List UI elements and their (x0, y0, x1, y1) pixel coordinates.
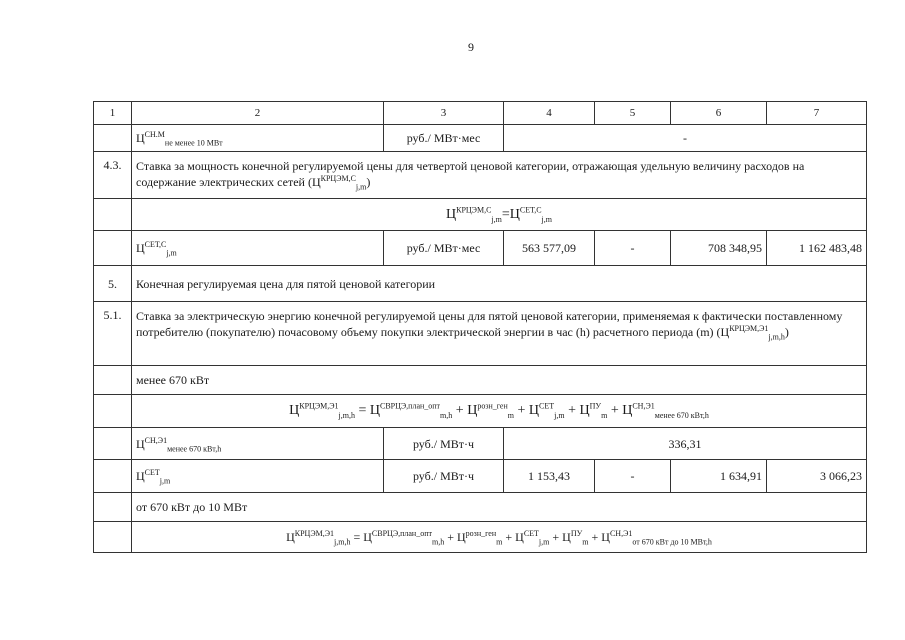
table-row (94, 302, 867, 366)
subheading-cell: от 670 кВт до 10 МВт (132, 493, 867, 522)
table-row (94, 428, 867, 460)
table-row (94, 366, 867, 395)
table-row (94, 125, 867, 152)
unit-cell: руб./ МВт·мес (384, 231, 504, 266)
row-number-cell: 5.1. (94, 302, 132, 366)
formula-row (94, 199, 867, 231)
column-header-row (94, 102, 867, 125)
row-number-cell (94, 522, 132, 553)
formula-cell: $Ц^{КРЦЭМ,С}_{j,m}=Ц^{СЕТ,С}_{j,m}$ (132, 199, 867, 231)
value-cell: - (504, 125, 867, 152)
value-cell: 563 577,09 (504, 231, 595, 266)
subheading-cell: менее 670 кВт (132, 366, 867, 395)
value-cell: - (595, 460, 671, 493)
unit-cell: руб./ МВт·ч (384, 428, 504, 460)
formula-row (94, 395, 867, 428)
row-number-cell (94, 493, 132, 522)
value-cell: 1 153,43 (504, 460, 595, 493)
unit-cell: руб./ МВт·мес (384, 125, 504, 152)
row-number-cell: 4.3. (94, 152, 132, 199)
formula-cell: $Ц^{КРЦЭМ,Э1}_{j,m,h} = Ц^{СВРЦЭ,план\_опт}_{m,h} + Ц^{розн\_ген}_m + Ц^{СЕТ}_{j,m} + Ц^{ПУ}_m + Ц^{СН,Э1}_{от 670 кВт до 10 МВт,h}$ (132, 522, 867, 553)
description-cell: Конечная регулируемая цена для пятой ценовой категории (132, 266, 867, 302)
row-number-cell (94, 366, 132, 395)
symbol-cell: $Ц^{СЕТ,С}_{j,m}$ (132, 231, 384, 266)
row-number-cell (94, 199, 132, 231)
description-cell: Ставка за мощность конечной регулируемой цены для четвертой ценовой категории, отражающая удельную величину расходов на содержание электрических сетей $(Ц^{КРЦЭМ,С}_{j,m})$ (132, 152, 867, 199)
row-number-cell (94, 231, 132, 266)
value-cell: 1 634,91 (671, 460, 767, 493)
page-number: 9 (468, 40, 474, 54)
tariff-table (93, 101, 867, 553)
symbol-cell: $Ц^{СН,Э1}_{менее 670 кВт,h}$ (132, 428, 384, 460)
row-number-cell (94, 125, 132, 152)
col-header-4: 4 (504, 102, 595, 125)
table-row (94, 152, 867, 199)
col-header-5: 5 (595, 102, 671, 125)
symbol-cell: $Ц^{СЕТ}_{j,m}$ (132, 460, 384, 493)
description-cell: Ставка за электрическую энергию конечной регулируемой цены для пятой ценовой категории, применяемая к фактически поставленному потребителю (покупателю) почасовому объему покупки электрической энергии в час (h) расчетного периода (m) $(Ц^{КРЦЭМ,Э1}_{j,m,h})$ (132, 302, 867, 366)
row-number-cell (94, 395, 132, 428)
row-number-cell (94, 428, 132, 460)
row-number-cell: 5. (94, 266, 132, 302)
value-cell: - (595, 231, 671, 266)
value-cell: 3 066,23 (767, 460, 867, 493)
col-header-6: 6 (671, 102, 767, 125)
value-cell: 1 162 483,48 (767, 231, 867, 266)
value-cell: 336,31 (504, 428, 867, 460)
row-number-cell (94, 460, 132, 493)
col-header-2: 2 (132, 102, 384, 125)
formula-cell: $Ц^{КРЦЭМ,Э1}_{j,m,h} = Ц^{СВРЦЭ,план\_опт}_{m,h} + Ц^{розн\_ген}_m + Ц^{СЕТ}_{j,m} + Ц^{ПУ}_m + Ц^{СН,Э1}_{менее 670 кВт,h}$ (132, 395, 867, 428)
unit-cell: руб./ МВт·ч (384, 460, 504, 493)
col-header-1: 1 (94, 102, 132, 125)
table-row (94, 266, 867, 302)
symbol-cell: $Ц^{СН.М}_{не менее 10 МВт}$ (132, 125, 384, 152)
table-row (94, 231, 867, 266)
table-row (94, 460, 867, 493)
col-header-3: 3 (384, 102, 504, 125)
value-cell: 708 348,95 (671, 231, 767, 266)
table-row (94, 493, 867, 522)
formula-row (94, 522, 867, 553)
col-header-7: 7 (767, 102, 867, 125)
